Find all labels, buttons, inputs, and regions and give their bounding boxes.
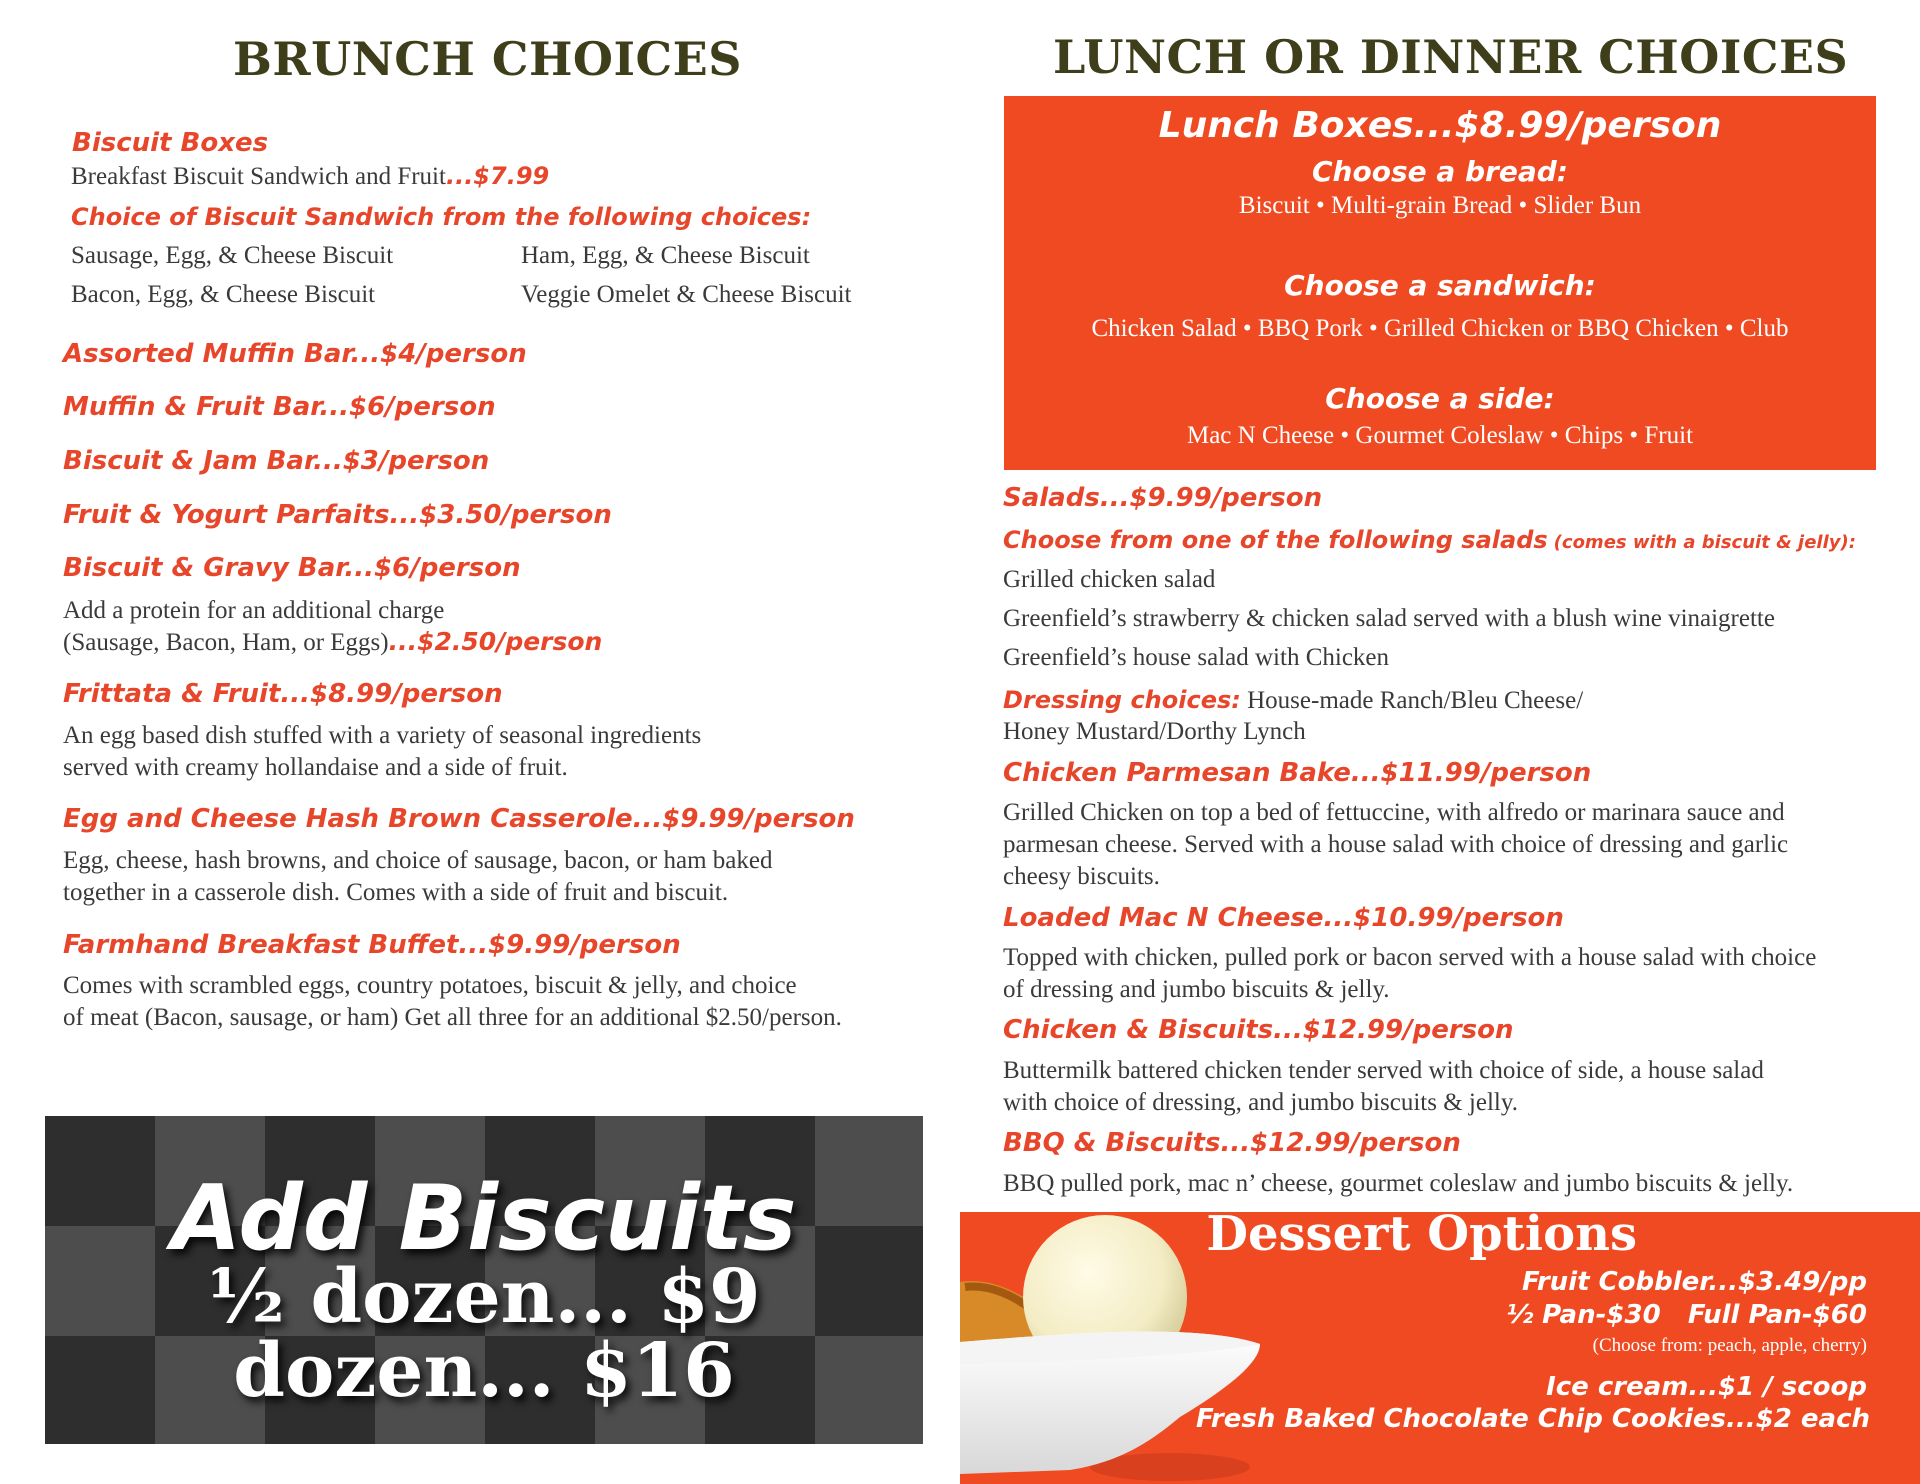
salad-item: Grilled chicken salad xyxy=(1003,566,1216,593)
sandwich-options: Chicken Salad • BBQ Pork • Grilled Chicken or BBQ Chicken • Club xyxy=(1091,315,1789,342)
jam-bar-heading: Biscuit & Jam Bar...$3/person xyxy=(63,446,490,476)
salad-item: Greenfield’s strawberry & chicken salad served with a blush wine vinaigrette xyxy=(1003,605,1775,632)
bbq-biscuits-line1: BBQ pulled pork, mac n’ cheese, gourmet coleslaw and jumbo biscuits & jelly. xyxy=(1003,1170,1794,1197)
parfaits-heading: Fruit & Yogurt Parfaits...$3.50/person xyxy=(63,500,612,530)
parmesan-line3: cheesy biscuits. xyxy=(1003,863,1160,890)
biscuit-option: Sausage, Egg, & Cheese Biscuit xyxy=(71,242,394,269)
chicken-biscuits-line2: with choice of dressing, and jumbo biscuits & jelly. xyxy=(1003,1089,1518,1116)
dressing-line1 xyxy=(1003,684,1583,717)
biscuit-boxes-line xyxy=(71,160,549,193)
biscuit-boxes-price: ...$7.99 xyxy=(445,162,550,190)
biscuit-option: Veggie Omelet & Cheese Biscuit xyxy=(521,281,852,308)
add-biscuits-half-dozen: ½ dozen... $9 xyxy=(207,1254,761,1340)
mac-line2: of dressing and jumbo biscuits & jelly. xyxy=(1003,976,1390,1003)
chicken-biscuits-line1: Buttermilk battered chicken tender served with choice of side, a house salad xyxy=(1003,1057,1764,1084)
casserole-line2: together in a casserole dish. Comes with a side of fruit and biscuit. xyxy=(63,879,729,906)
brunch-title: BRUNCH CHOICES xyxy=(233,32,742,86)
lunch-title: LUNCH OR DINNER CHOICES xyxy=(1053,30,1849,84)
add-biscuits-title: Add Biscuits xyxy=(171,1166,797,1271)
bbq-biscuits-heading: BBQ & Biscuits...$12.99/person xyxy=(1003,1128,1461,1158)
mac-line1: Topped with chicken, pulled pork or bacon served with a house salad with choice xyxy=(1003,944,1817,971)
casserole-heading: Egg and Cheese Hash Brown Casserole...$9.99/person xyxy=(63,804,855,834)
dressing-label: Dressing choices: xyxy=(1003,686,1241,714)
buffet-line1: Comes with scrambled eggs, country potatoes, biscuit & jelly, and choice xyxy=(63,972,797,999)
muffin-bar-heading: Assorted Muffin Bar...$4/person xyxy=(63,339,527,369)
biscuit-boxes-text: Breakfast Biscuit Sandwich and Fruit xyxy=(71,163,446,190)
buffet-heading: Farmhand Breakfast Buffet...$9.99/person xyxy=(63,930,681,960)
frittata-line1: An egg based dish stuffed with a variety of seasonal ingredients xyxy=(63,722,702,749)
dressing-line2: Honey Mustard/Dorthy Lynch xyxy=(1003,718,1306,745)
parmesan-line2: parmesan cheese. Served with a house salad with choice of dressing and garlic xyxy=(1003,831,1789,858)
buffet-line2: of meat (Bacon, sausage, or ham) Get all three for an additional $2.50/person. xyxy=(63,1004,842,1031)
add-biscuits-dozen: dozen... $16 xyxy=(233,1328,735,1414)
cookies-line: Fresh Baked Chocolate Chip Cookies...$2 each xyxy=(1196,1404,1870,1434)
salad-item: Greenfield’s house salad with Chicken xyxy=(1003,644,1390,671)
add-biscuits-banner xyxy=(45,1116,923,1444)
bread-heading: Choose a bread: xyxy=(1312,155,1568,188)
parmesan-line1: Grilled Chicken on top a bed of fettuccine, with alfredo or marinara sauce and xyxy=(1003,799,1785,826)
dessert-title: Dessert Options xyxy=(1206,1212,1637,1262)
biscuit-option: Ham, Egg, & Cheese Biscuit xyxy=(521,242,810,269)
frittata-heading: Frittata & Fruit...$8.99/person xyxy=(63,679,503,709)
chicken-biscuits-heading: Chicken & Biscuits...$12.99/person xyxy=(1003,1015,1514,1045)
biscuit-choice-heading: Choice of Biscuit Sandwich from the following choices: xyxy=(71,203,812,231)
casserole-line1: Egg, cheese, hash browns, and choice of sausage, bacon, or ham baked xyxy=(63,847,773,874)
salads-choose-text: Choose from one of the following salads xyxy=(1003,526,1548,554)
gravy-bar-line2 xyxy=(63,626,602,659)
dessert-panel xyxy=(960,1212,1920,1484)
side-heading: Choose a side: xyxy=(1325,382,1555,415)
biscuit-option: Bacon, Egg, & Cheese Biscuit xyxy=(71,281,376,308)
parmesan-heading: Chicken Parmesan Bake...$11.99/person xyxy=(1003,758,1592,788)
cobbler-line: Fruit Cobbler...$3.49/pp xyxy=(1521,1267,1867,1297)
mac-heading: Loaded Mac N Cheese...$10.99/person xyxy=(1003,903,1564,933)
dressing-options: House-made Ranch/Bleu Cheese/ xyxy=(1247,687,1584,714)
ice-cream-line: Ice cream...$1 / scoop xyxy=(1546,1372,1867,1402)
gravy-bar-protein-price: ...$2.50/person xyxy=(388,627,603,656)
lunch-boxes-heading: Lunch Boxes...$8.99/person xyxy=(1158,105,1722,146)
salads-choose xyxy=(1003,526,1856,555)
cobbler-choices: (Choose from: peach, apple, cherry) xyxy=(1592,1335,1867,1356)
frittata-line2: served with creamy hollandaise and a side of fruit. xyxy=(63,754,568,781)
biscuit-boxes-heading: Biscuit Boxes xyxy=(72,128,269,158)
side-options: Mac N Cheese • Gourmet Coleslaw • Chips • Fruit xyxy=(1186,422,1694,449)
pan-prices: ½ Pan-$30 Full Pan-$60 xyxy=(1506,1300,1867,1330)
gravy-bar-line1: Add a protein for an additional charge xyxy=(63,597,445,624)
bread-options: Biscuit • Multi-grain Bread • Slider Bun xyxy=(1238,192,1642,219)
gravy-bar-proteins: (Sausage, Bacon, Ham, or Eggs) xyxy=(63,629,389,656)
muffin-fruit-bar-heading: Muffin & Fruit Bar...$6/person xyxy=(63,392,496,422)
sandwich-heading: Choose a sandwich: xyxy=(1284,269,1596,302)
salads-heading: Salads...$9.99/person xyxy=(1003,483,1323,513)
gravy-bar-heading: Biscuit & Gravy Bar...$6/person xyxy=(63,553,521,583)
lunch-boxes-panel xyxy=(1004,96,1876,470)
salads-choose-note: (comes with a biscuit & jelly): xyxy=(1553,532,1856,553)
